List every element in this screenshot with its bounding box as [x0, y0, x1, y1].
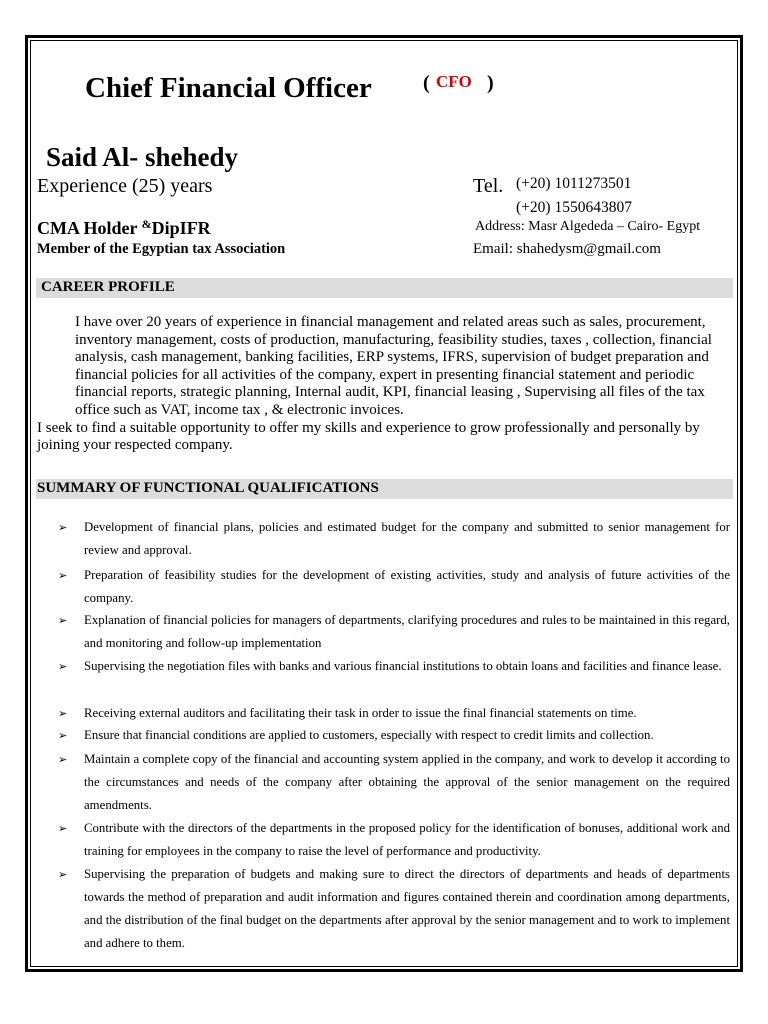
qualification-text: Supervising the negotiation files with banks and various financial institutions to obtain loans and facilities and finance lease.	[84, 659, 722, 673]
address: Address: Masr Algededa – Cairo- Egypt	[475, 219, 701, 234]
qualification-text: Explanation of financial policies for managers of departments, clarifying procedures and rules to be maintained in this regard, and monitoring and follow-up implementation	[84, 613, 730, 650]
qualification-text: Preparation of feasibility studies for the development of existing activities, study and analysis of future activities of the company.	[84, 568, 730, 605]
arrow-bullet-icon: ➢	[58, 521, 68, 534]
certification-ampersand: &	[141, 217, 152, 231]
arrow-bullet-icon: ➢	[58, 614, 68, 627]
experience-years: Experience (25) years	[37, 175, 213, 197]
certification-dipifr: DipIFR	[151, 218, 211, 238]
qualification-text: Contribute with the directors of the departments in the proposed policy for the identification of bonuses, additional work and training for employees in the company to raise the level of performance and productivity.	[84, 821, 730, 858]
phone-number-secondary: (+20) 1550643807	[516, 199, 632, 216]
page-title: Chief Financial Officer	[85, 72, 372, 104]
qualification-text: Maintain a complete copy of the financial and accounting system applied in the company, and work to develop it according to the circumstances and needs of the company after obtaining the approval of the senior management on the required amendments.	[84, 752, 730, 812]
membership: Member of the Egyptian tax Association	[37, 241, 286, 257]
qualification-text: Ensure that financial conditions are applied to customers, especially with respect to credit limits and collection.	[84, 728, 654, 742]
email: Email: shahedysm@gmail.com	[473, 241, 661, 257]
arrow-bullet-icon: ➢	[58, 753, 68, 766]
arrow-bullet-icon: ➢	[58, 707, 68, 720]
list-item	[58, 655, 730, 678]
career-profile-heading: CAREER PROFILE	[41, 279, 175, 295]
list-item	[58, 516, 730, 562]
list-item	[58, 609, 730, 655]
list-item	[58, 817, 730, 863]
arrow-bullet-icon: ➢	[58, 868, 68, 881]
list-item	[58, 748, 730, 817]
title-abbreviation: CFO	[436, 72, 472, 91]
tel-label: Tel.	[473, 175, 504, 197]
certification-cma: CMA Holder	[37, 218, 138, 238]
qualification-text: Receiving external auditors and facilitating their task in order to issue the final financial statements on time.	[84, 706, 637, 720]
title-paren-open: (	[423, 72, 430, 94]
qualification-text: Supervising the preparation of budgets and making sure to direct the directors of departments and heads of departments towards the method of preparation and audit information and figures contained therein and coordination among departments, and the distribution of the final budget on the departments after approval by the senior management and to work to implement and adhere to them.	[84, 867, 730, 950]
title-paren-close: )	[487, 72, 494, 94]
list-item	[58, 724, 730, 747]
qualifications-heading: SUMMARY OF FUNCTIONAL QUALIFICATIONS	[37, 480, 379, 496]
arrow-bullet-icon: ➢	[58, 660, 68, 673]
career-profile-text	[37, 314, 737, 455]
list-item	[58, 702, 730, 725]
phone-number-primary: (+20) 1011273501	[516, 175, 632, 192]
list-item	[58, 863, 730, 955]
candidate-name: Said Al- shehedy	[46, 142, 239, 172]
arrow-bullet-icon: ➢	[58, 729, 68, 742]
arrow-bullet-icon: ➢	[58, 822, 68, 835]
career-profile-paragraph: I have over 20 years of experience in financial management and related areas such as sales, procurement, inventory management, costs of production, manufacturing, feasibility studies, taxes , collection, financial analysis, cash management, banking facilities, ERP systems, IFRS, supervision of budget preparation and financial policies for all activities of the company, expert in presenting financial statement and periodic financial reports, strategic planning, Internal audit, KPI, financial leasing , Supervising all files of the tax office such as VAT, income tax , & electronic invoices.	[75, 314, 712, 418]
certifications	[37, 218, 211, 239]
career-profile-objective: I seek to find a suitable opportunity to offer my skills and experience to grow professionally and personally by joining your respected company.	[37, 419, 700, 454]
arrow-bullet-icon: ➢	[58, 569, 68, 582]
qualification-text: Development of financial plans, policies and estimated budget for the company and submitted to senior management for review and approval.	[84, 520, 730, 557]
list-item	[58, 564, 730, 610]
